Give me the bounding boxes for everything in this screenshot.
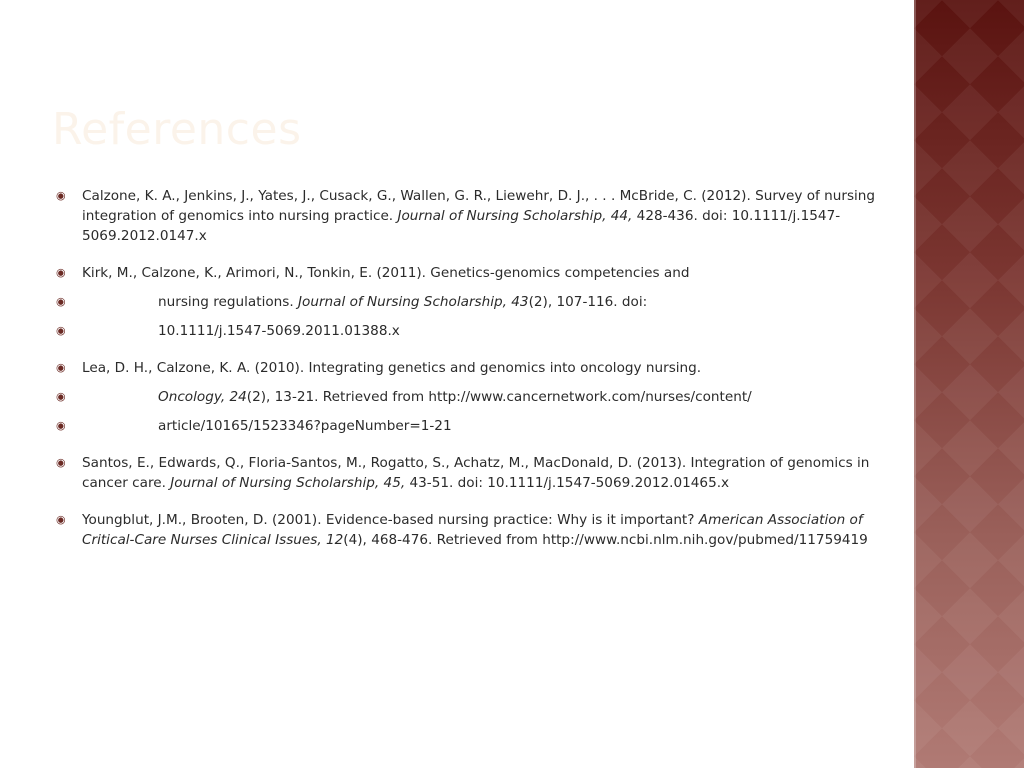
side-band-pattern (914, 0, 1024, 768)
reference-details: 43-51. doi: 10.1111/j.1547-5069.2012.01465.x (405, 475, 730, 491)
reference-text: Kirk, M., Calzone, K., Arimori, N., Tonkin, E. (2011). Genetics-genomics competencies and (82, 265, 690, 281)
reference-item (56, 453, 876, 493)
target-bullet-icon: ◉ (56, 189, 66, 202)
reference-details: (2), 13-21. Retrieved from http://www.cancernetwork.com/nurses/content/ (246, 389, 752, 405)
reference-continuation (82, 387, 752, 407)
reference-text: Youngblut, J.M., Brooten, D. (2001). Evidence-based nursing practice: Why is it important? (82, 512, 699, 528)
target-bullet-icon: ◉ (56, 419, 66, 432)
reference-text: nursing regulations. (158, 294, 299, 310)
reference-item (56, 263, 876, 283)
reference-item (56, 387, 876, 407)
target-bullet-icon: ◉ (56, 295, 66, 308)
reference-continuation (82, 416, 452, 436)
side-band-edge (914, 0, 916, 768)
reference-item (56, 292, 876, 312)
target-bullet-icon: ◉ (56, 266, 66, 279)
reference-text: article/10165/1523346?pageNumber=1-21 (158, 418, 452, 434)
reference-journal: Journal of Nursing Scholarship, 43 (298, 294, 529, 310)
reference-item (56, 358, 876, 378)
slide-title: References (52, 104, 302, 155)
reference-text: 10.1111/j.1547-5069.2011.01388.x (158, 323, 400, 339)
reference-item (56, 416, 876, 436)
target-bullet-icon: ◉ (56, 390, 66, 403)
reference-continuation (82, 292, 647, 312)
target-bullet-icon: ◉ (56, 456, 66, 469)
reference-item (56, 510, 876, 550)
reference-text: Santos, E., Edwards, Q., Floria-Santos, M., Rogatto, S., Achatz, M., MacDonald, D. (2013). Integration of genomics in cancer care. (82, 455, 870, 491)
reference-item (56, 186, 876, 246)
reference-journal: Journal of Nursing Scholarship, 45, (170, 475, 406, 491)
reference-journal: Oncology, 24 (158, 389, 247, 405)
reference-details: (4), 468-476. Retrieved from http://www.ncbi.nlm.nih.gov/pubmed/11759419 (343, 532, 868, 548)
reference-details: (2), 107-116. doi: (528, 294, 648, 310)
target-bullet-icon: ◉ (56, 361, 66, 374)
reference-text: Calzone, K. A., Jenkins, J., Yates, J., Cusack, G., Wallen, G. R., Liewehr, D. J., . . . McBride, C. (2012). Survey of nursing integration of genomics into nursing practice. (82, 188, 876, 224)
decorative-side-band (914, 0, 1024, 768)
references-list (56, 186, 876, 550)
reference-text: Lea, D. H., Calzone, K. A. (2010). Integrating genetics and genomics into oncology nursing. (82, 360, 702, 376)
target-bullet-icon: ◉ (56, 513, 66, 526)
target-bullet-icon: ◉ (56, 324, 66, 337)
reference-journal: American Association of Critical-Care Nurses Clinical Issues, 12 (82, 512, 863, 548)
reference-details: 428-436. doi: 10.1111/j.1547-5069.2012.0147.x (82, 208, 841, 244)
reference-item (56, 321, 876, 341)
reference-journal: Journal of Nursing Scholarship, 44, (397, 208, 633, 224)
reference-continuation (82, 321, 400, 341)
